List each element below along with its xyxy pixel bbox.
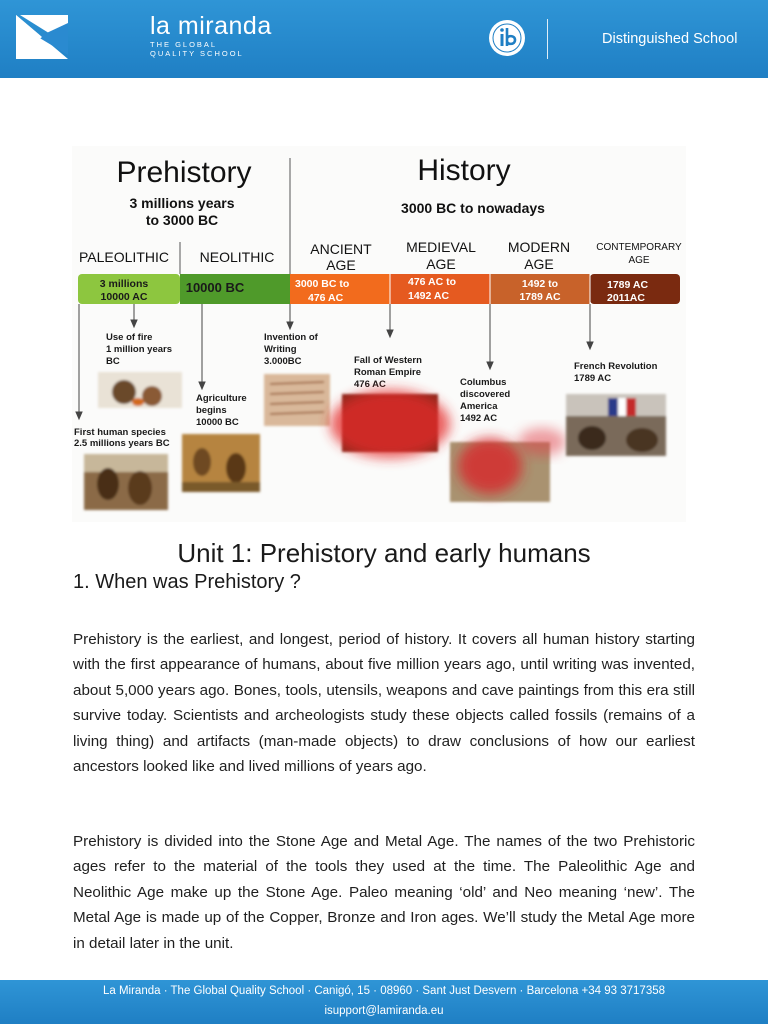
prehistory-title: Prehistory (116, 156, 252, 189)
event-fall-of-rome: Fall of Western Roman Empire 476 AC (354, 355, 422, 390)
prehistory-range-line-1: 3 millions years (129, 195, 235, 211)
period-name-contemporary-2: AGE (628, 255, 650, 266)
image-columbus (450, 428, 566, 502)
period-name-neolithic: NEOLITHIC (199, 249, 275, 265)
paragraph-2: Prehistory is divided into the Stone Age and Metal Age. The names of the two Prehistoric ages refer to the material of the tools they used at the time. The Paleolithic Age and Neolithic Age make up the Stone Age. Paleo meaning ‘old’ and Neo meaning ‘new’. The Metal Age is made up of the Copper, Bronze and Iron ages. We’ll study the Metal Age more in detail later in the unit. (73, 833, 695, 952)
event-agriculture-begins: Agriculture begins 10000 BC (196, 393, 247, 428)
period-bar (78, 274, 680, 304)
page-header (0, 0, 768, 78)
image-first-humans (84, 454, 168, 510)
brand (150, 12, 272, 58)
period-dates-contemporary: 1789 AC (607, 279, 649, 291)
period-name-medieval: MEDIEVAL (406, 239, 476, 255)
period-dates-neolithic: 10000 BC (185, 280, 245, 295)
period-dates-ancient-2: 476 AC (308, 292, 344, 304)
history-title: History (417, 154, 511, 187)
image-use-of-fire (98, 372, 182, 408)
period-dates-paleolithic-2: 10000 AC (100, 291, 148, 303)
period-name-contemporary: CONTEMPORARY (596, 242, 682, 253)
history-timeline-figure (72, 146, 686, 522)
history-range: 3000 BC to nowadays (401, 200, 545, 216)
page-footer (0, 980, 768, 1024)
period-name-ancient: ANCIENT (310, 241, 372, 257)
image-fall-of-rome (330, 390, 450, 458)
event-french-revolution: French Revolution 1789 AC (574, 361, 658, 384)
period-dates-contemporary-2: 2011AC (607, 292, 645, 304)
period-dates-ancient: 3000 BC to (295, 278, 350, 290)
section-title: 1. When was Prehistory ? (73, 571, 301, 593)
school-logo-icon (16, 15, 68, 59)
header-divider (547, 19, 548, 59)
brand-tagline-2: QUALITY SCHOOL (150, 49, 244, 58)
period-dates-medieval-2: 1492 AC (408, 290, 450, 302)
period-name-medieval-2: AGE (426, 256, 456, 272)
event-invention-of-writing: Invention of Writing 3.000BC (264, 332, 318, 367)
period-dates-modern-2: 1789 AC (519, 291, 561, 303)
period-name-paleolithic: PALEOLITHIC (79, 249, 169, 265)
unit-title: Unit 1: Prehistory and early humans (177, 538, 591, 568)
prehistory-range-line-2: to 3000 BC (145, 212, 219, 228)
image-agriculture (182, 434, 260, 492)
footer-email[interactable]: isupport@lamiranda.eu (324, 1005, 444, 1017)
brand-tagline-1: THE GLOBAL (150, 40, 218, 49)
period-dates-modern: 1492 to (521, 278, 559, 290)
brand-name: la miranda (150, 12, 272, 40)
event-first-human-species: First human species 2.5 millions years BC (74, 427, 170, 449)
accreditation-label: Distinguished School (602, 31, 738, 47)
image-writing (264, 374, 330, 426)
period-name-modern-2: AGE (524, 256, 554, 272)
period-name-ancient-2: AGE (326, 257, 356, 273)
paragraph-1: Prehistory is the earliest, and longest, period of history. It covers all human history starting with the first appearance of humans, about five million years ago, until writing was invented, about 5,000 years ago. Bones, tools, utensils, weapons and cave paintings from this era still survive today. Scientists and archeologists study these objects called fossils (remains of a living thing) and artifacts (man-made objects) to draw conclusions of how our earliest ancestors looked like and lived millions of years ago. (73, 631, 695, 776)
ib-world-school-icon (485, 18, 529, 58)
period-dates-medieval: 476 AC to (408, 276, 457, 288)
period-dates-paleolithic: 3 millions (99, 278, 149, 290)
period-name-modern: MODERN (507, 239, 571, 255)
footer-address: La Miranda · The Global Quality School · Canigó, 15 · 08960 · Sant Just Desvern · Barcelona +34 93 3717358 (102, 985, 666, 997)
event-columbus: Columbus discovered America 1492 AC (460, 377, 511, 424)
image-french-revolution (566, 394, 666, 456)
event-use-of-fire: Use of fire 1 million years BC (106, 332, 173, 367)
